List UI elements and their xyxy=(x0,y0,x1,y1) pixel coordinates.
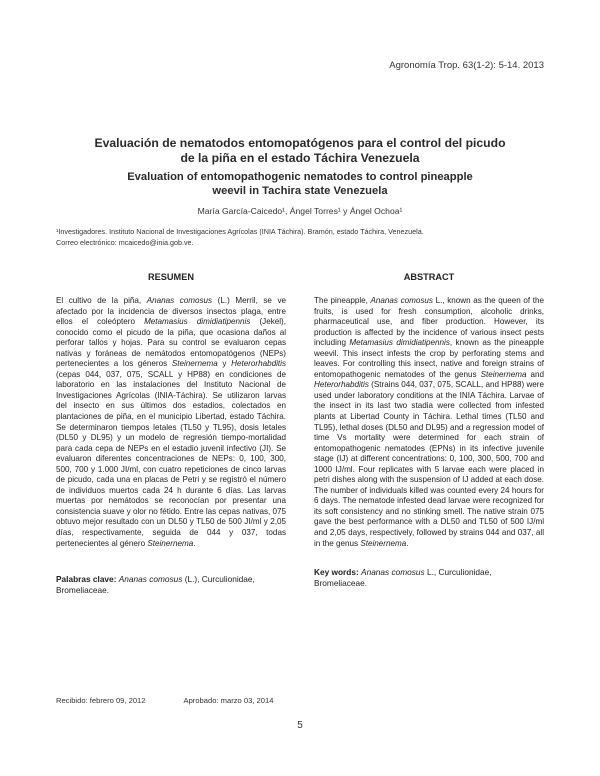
abstract-body: The pineapple, Ananas comosus L., known as the queen of the fruits, is used for fresh consumption, alcoholic drinks, pharmaceutical use, and fiber production. However, its production is affected by the incidence of various insect pests including Metamasius dimidiatipennis, known as the pineapple weevil. This insect infests the crop by perforating stems and leaves. For controlling this insect, native and foreign strains of entomopathogenic nematodes of the genus Steinernema and Heterorhabditis (Strains 044, 037, 075, SCALL, and HP88) were used under laboratory conditions at the INIA Táchira. Larvae of the insect in its last two stadia were collected from infested plants at Libertad County in Táchira. Lethal times (TL50 and TL95), lethal doses (DL50 and DL95) and a regression model of time Vs mortality were determined for each strain of entomopathogenic nematodes (EPNs) in its infective juvenile stage (IJ) at different concentrations: 0, 100, 300, 500, 700 and 1000 IJ/ml. Four replicates with 5 larvae each were placed in petri dishes along with the suspension of IJ added at each dose. The number of individuals killed was counted every 24 hours for 6 days. The nematode infested dead larvae were recognized for its soft consistency and no stinking smell. The native strain 075 gave the best performance with a DL50 and TL50 of 500 IJ/ml and 2,05 days, respectively, followed by strains 044 and 037, all in the genus Steinernema. xyxy=(314,296,545,548)
abstract-heading: ABSTRACT xyxy=(403,272,455,282)
keywords-english-label: Key words: xyxy=(314,567,359,577)
title-english-line1: Evaluation of entomopathogenic nematodes to control pineapple xyxy=(127,171,473,183)
keywords-english: Key words: Ananas comosus L., Curculionidae, Bromeliaceae. xyxy=(314,567,492,588)
title-english-line2: weevil in Tachira state Venezuela xyxy=(212,185,388,197)
received-date: Recibido: febrero 09, 2012 xyxy=(56,696,146,705)
journal-citation: Agronomía Trop. 63(1-2): 5-14. 2013 xyxy=(389,60,544,71)
page-number: 5 xyxy=(297,720,303,731)
affiliation-institution: ¹Investigadores. Instituto Nacional de Investigaciones Agrícolas (INIA Táchira). Bramón, estado Táchira, Venezuela. xyxy=(56,227,424,236)
resumen-body: El cultivo de la piña, Ananas comosus (L.) Merril, se ve afectado por la incidencia de diversos insectos plaga, entre ellos el coleóptero Metamasius dimidiatipennis (Jekel), conocido como el picudo de la piña, que ocasiona daños al perforar tallos y hojas. Para su control se evaluaron cepas nativas y foráneas de nemátodos entomopatógenos (NEPs) pertenecientes a los géneros Steinernema y Heterorhabditis (cepas 044, 037, 075, SCALL y HP88) en condiciones de laboratorio en las instalaciones del Instituto Nacional de Investigaciones Agrícolas (INIA-Táchira). Se utilizaron larvas del insecto en sus últimos dos estadios, colectados en plantaciones de piña, en el municipio Libertad, estado Táchira. Se determinaron tiempos letales (TL50 y TL95), dosis letales (DL50 y DL95) y un modelo de regresión tiempo-mortalidad para cada cepa de NEPs en el estadio juvenil infectivo (JI). Se evaluaron diferentes concentraciones de NEPs: 0, 100, 300, 500, 700 y 1.000 JI/ml, con cuatro repeticiones de cinco larvas de picudo, cada una en placas de Petri y se registró el número de individuos muertos cada 24 h durante 6 días. Las larvas muertas por nemátodos se reconocían por presentar una consistencia suave y olor no fétido. Entre las cepas nativas, 075 obtuvo mejor resultado con un DL50 y TL50 de 500 JI/ml y 2,05 días, respectivamente, seguida de 044 y 037, todas pertenecientes al género Steinernema. xyxy=(56,296,287,548)
keywords-spanish-label: Palabras clave: xyxy=(56,574,117,584)
authors: María García-Caicedo¹, Ángel Torres¹ y Ángel Ochoa¹ xyxy=(197,206,403,216)
affiliation xyxy=(56,227,556,248)
resumen-heading: RESUMEN xyxy=(148,272,194,282)
title-spanish-line2: de la piña en el estado Táchira Venezuela xyxy=(180,151,420,165)
submission-dates xyxy=(56,696,311,705)
title-english xyxy=(60,170,540,198)
title-spanish-line1: Evaluación de nematodos entomopatógenos para el control del picudo xyxy=(94,136,506,150)
approved-date: Aprobado: marzo 03, 2014 xyxy=(183,696,274,705)
keywords-spanish: Palabras clave: Ananas comosus (L.), Curculionidae, Bromeliaceae. xyxy=(56,574,255,595)
title-spanish xyxy=(60,136,540,166)
affiliation-email: Correo electrónico: mcaicedo@inia.gob.ve. xyxy=(56,237,194,247)
